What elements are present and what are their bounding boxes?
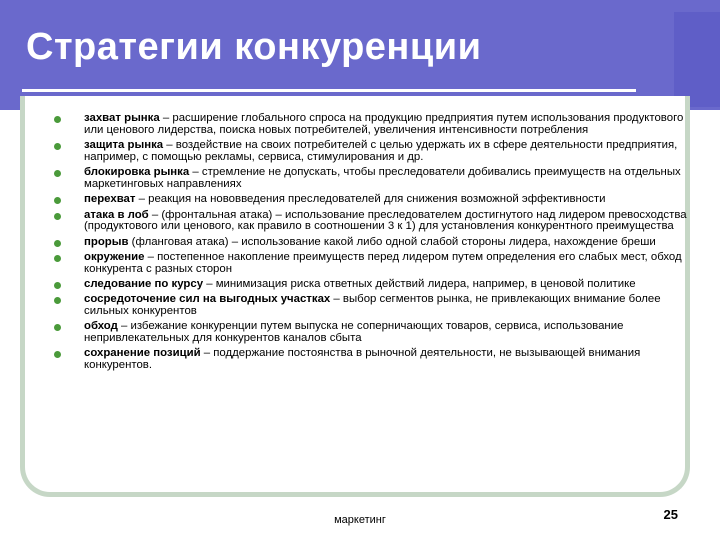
strategy-term: атака в лоб [84, 208, 149, 221]
list-item [54, 294, 694, 318]
bullet-dot-icon [54, 197, 61, 204]
strategy-description: – (фронтальная атака) – использование преследователем достигнутого над лидером превосходства (продуктового или ценового, как правило в соотношении 3 к 1) для установления конкурентного преимущества [84, 208, 687, 233]
strategy-term: защита рынка [84, 139, 164, 152]
strategy-term: окружение [84, 250, 145, 263]
list-item [54, 167, 694, 191]
bullet-dot-icon [54, 213, 61, 220]
bullet-dot-icon [54, 255, 61, 262]
title-bar-accent [674, 12, 720, 107]
strategy-term: перехват [84, 193, 136, 206]
bullet-dot-icon [54, 116, 61, 123]
bullet-dot-icon [54, 324, 61, 331]
bullet-dot-icon [54, 240, 61, 247]
strategy-term: сосредоточение сил на выгодных участках [84, 293, 331, 306]
title-underline [22, 89, 636, 92]
strategy-term: захват рынка [84, 112, 160, 124]
strategy-description: (фланговая атака) – использование какой либо одной слабой стороны лидера, нахождение бреши [128, 235, 656, 248]
bullet-dot-icon [54, 282, 61, 289]
strategy-description: – стремление не допускать, чтобы преследователи добивались преимуществ на отдельных маркетинговых направлениях [84, 166, 681, 191]
strategy-description: – поддержание постоянства в рыночной деятельности, не вызывающей внимания конкурентов. [84, 347, 641, 372]
list-item [54, 210, 694, 234]
list-item [54, 113, 694, 137]
list-item [54, 194, 694, 206]
bullet-dot-icon [54, 351, 61, 358]
strategy-term: блокировка рынка [84, 166, 190, 179]
strategy-term: прорыв [84, 235, 129, 248]
list-item [54, 348, 694, 372]
strategy-description: – воздействие на своих потребителей с целью удержать их в сфере деятельности предприятия, например, с помощью рекламы, сервиса, стимулирования и др. [84, 139, 678, 164]
slide-title: Стратегии конкуренции [26, 26, 482, 68]
bullet-dot-icon [54, 297, 61, 304]
list-item [54, 237, 694, 249]
footer-label: маркетинг [334, 514, 386, 526]
strategy-description: – минимизация риска ответных действий лидера, например, в ценовой политике [203, 277, 636, 290]
list-item [54, 321, 694, 345]
strategy-description: – избежание конкуренции путем выпуска не соперничающих товаров, сервиса, использование непривлекательных для конкурентов каналов сбыта [84, 320, 624, 345]
list-item [54, 279, 694, 291]
strategy-term: сохранение позиций [84, 347, 201, 360]
list-item [54, 140, 694, 164]
bullet-dot-icon [54, 170, 61, 177]
strategy-list [54, 113, 694, 375]
strategy-description: – постепенное накопление преимуществ перед лидером путем определения его слабых мест, обход конкурента с разных сторон [84, 250, 682, 275]
strategy-description: – выбор сегментов рынка, не привлекающих внимание более сильных конкурентов [84, 293, 661, 318]
list-item [54, 252, 694, 276]
strategy-term: следование по курсу [84, 277, 204, 290]
bullet-dot-icon [54, 143, 61, 150]
strategy-term: обход [84, 320, 118, 333]
strategy-description: – расширение глобального спроса на продукцию предприятия путем использования продуктового или ценового лидерства, поиска новых потребителей, увеличения интенсивности потребления [84, 112, 684, 136]
strategy-description: – реакция на нововведения преследователей для снижения возможной эффективности [135, 193, 606, 206]
page-number: 25 [663, 507, 678, 522]
